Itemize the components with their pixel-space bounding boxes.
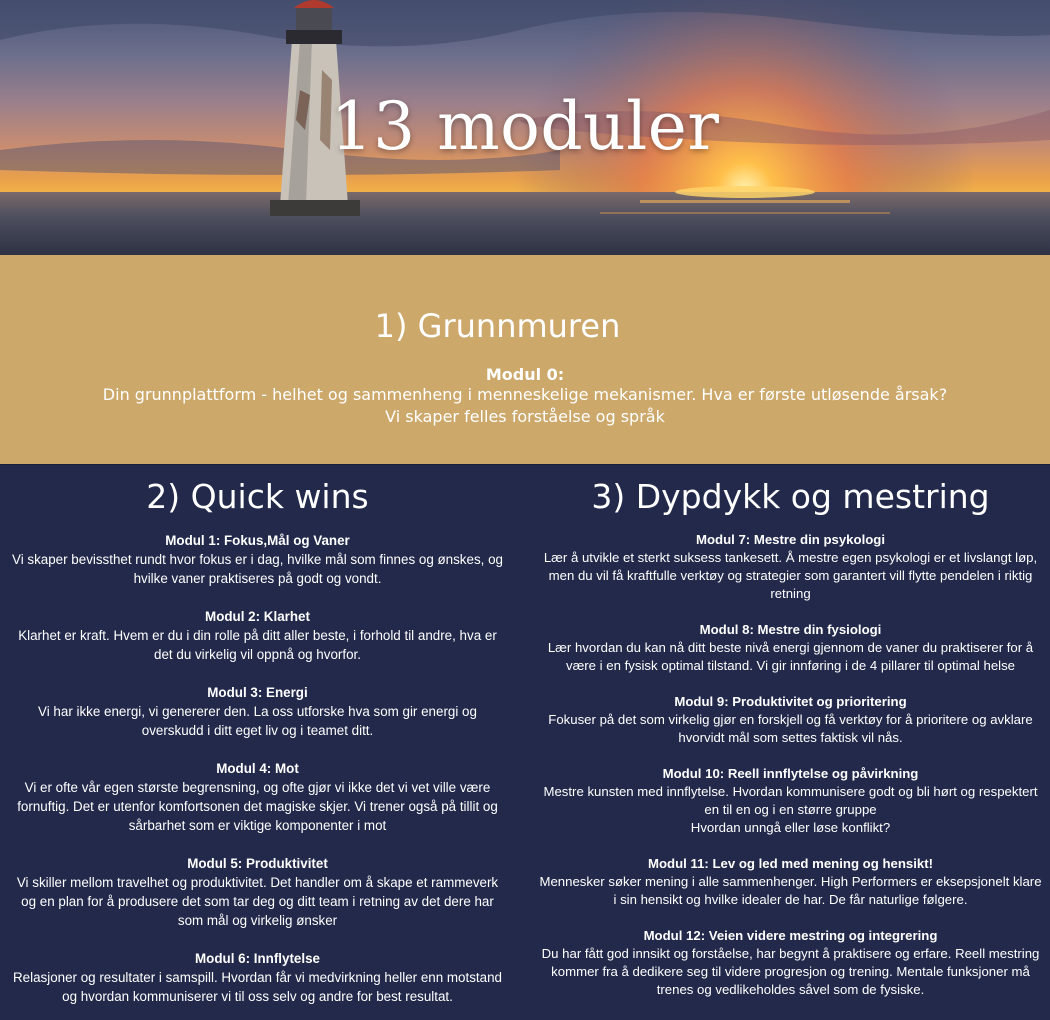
module-title: Modul 4: Mot: [216, 761, 299, 776]
module-title: Modul 1: Fokus,Mål og Vaner: [165, 533, 350, 548]
module-title: Modul 10: Reell innflytelse og påvirkning: [662, 766, 919, 781]
module-title: Modul 3: Energi: [207, 685, 308, 700]
module-title: Modul 5: Produktivitet: [187, 856, 328, 871]
quick-wins-column: [0, 465, 515, 1020]
module-title: Modul 6: Innflytelse: [195, 951, 320, 966]
module-text: Vi skaper bevissthet rundt hvor fokus er i dag, hvilke mål som finnes og ønskes, og hvilke vaner praktiseres på godt og vondt.: [12, 552, 503, 586]
module-title: Modul 8: Mestre din fysiologi: [699, 622, 882, 637]
dypdykk-column: [515, 465, 1050, 1020]
page-title: 13 moduler: [330, 88, 720, 165]
module-item: [8, 607, 507, 664]
module-text: Du har fått god innsikt og forståelse, har begynt å praktisere og erfare. Reell mestring kommer fra å dedikere seg til videre progresjon og trening. Mentale funksjoner må trenes og vedlikeholdes såvel som de fysiske.: [541, 946, 1040, 997]
module-text-extra: Hvordan unngå eller løse konflikt?: [690, 820, 891, 835]
grunnmuren-section: [0, 255, 1050, 465]
module-text: Vi er ofte vår egen største begrensning, og ofte gjør vi ikke det vi vet ville være fornuftig. Det er utenfor komfortsonen det magiske skjer. Vi trener også på tillit og sårbarhet som er viktige komponenter i mot: [17, 780, 498, 833]
module-text: Klarhet er kraft. Hvem er du i din rolle på ditt aller beste, i forhold til andre, hva er det du virkelig vil oppnå og hvorfor.: [18, 628, 497, 662]
module-title: Modul 7: Mestre din psykologi: [695, 532, 886, 547]
module-text: Vi har ikke energi, vi genererer den. La oss utforske hva som gir energi og overskudd i ditt eget liv og i teamet ditt.: [38, 704, 477, 738]
module-0-description: Din grunnplattform - helhet og sammenheng i menneskelige mekanismer. Hva er første utløsende årsak?: [102, 385, 948, 404]
module-item: [8, 854, 507, 930]
quick-wins-heading: 2) Quick wins: [146, 477, 369, 516]
module-title: Modul 12: Veien videre mestring og integrering: [643, 928, 938, 943]
module-item: [539, 693, 1042, 747]
module-text: Fokuser på det som virkelig gjør en forskjell og få verktøy for å prioritere og avklare hvorvidt mål som settes faktisk vil nås.: [548, 712, 1033, 745]
module-item: [539, 927, 1042, 999]
module-title: Modul 2: Klarhet: [205, 609, 310, 624]
module-text: Lær å utvikle et sterkt suksess tankesett. Å mestre egen psykologi er et livslangt løp, men du vil få kraftfulle verktøy og strategier som garantert vill flytte pendelen i riktig retning: [543, 550, 1038, 601]
module-item: [8, 531, 507, 588]
module-text: Vi skiller mellom travelhet og produktivitet. Det handler om å skape et rammeverk og en plan for å produsere det som tar deg og ditt team i retning av det dere har som mål og virkelig ønsker: [16, 875, 499, 928]
module-item: [8, 683, 507, 740]
module-item: [8, 949, 507, 1006]
module-item: [539, 855, 1042, 909]
module-item: [8, 759, 507, 835]
module-text: Mennesker søker mening i alle sammenhenger. High Performers er eksepsjonelt klare i sin hensikt og hvilke idealer de har. De får naturlige følgere.: [539, 874, 1042, 907]
module-item: [539, 531, 1042, 603]
module-title: Modul 11: Lev og led med mening og hensikt!: [647, 856, 934, 871]
module-text: Mestre kunsten med innflytelse. Hvordan kommunisere godt og bli hørt og respektert en til en og i en større gruppe: [543, 784, 1038, 817]
hero-banner: [0, 0, 1050, 255]
grunnmuren-heading: 1) Grunnmuren: [374, 307, 621, 345]
dypdykk-heading: 3) Dypdykk og mestring: [591, 477, 990, 516]
module-title: Modul 9: Produktivitet og prioritering: [674, 694, 907, 709]
module-0-subline: Vi skaper felles forståelse og språk: [385, 407, 665, 426]
module-text: Relasjoner og resultater i samspill. Hvordan får vi medvirkning heller enn motstand og hvordan kommuniserer vi til oss selv og andre for best resultat.: [13, 970, 502, 1004]
module-item: [539, 765, 1042, 837]
module-text: Lær hvordan du kan nå ditt beste nivå energi gjennom de vaner du praktiserer for å være i en fysisk optimal tilstand. Vi gir innføring i de 4 pillarer til optimal helse: [547, 640, 1034, 673]
module-0-title: Modul 0:: [485, 365, 565, 384]
modules-columns: [0, 465, 1050, 1020]
module-item: [539, 621, 1042, 675]
